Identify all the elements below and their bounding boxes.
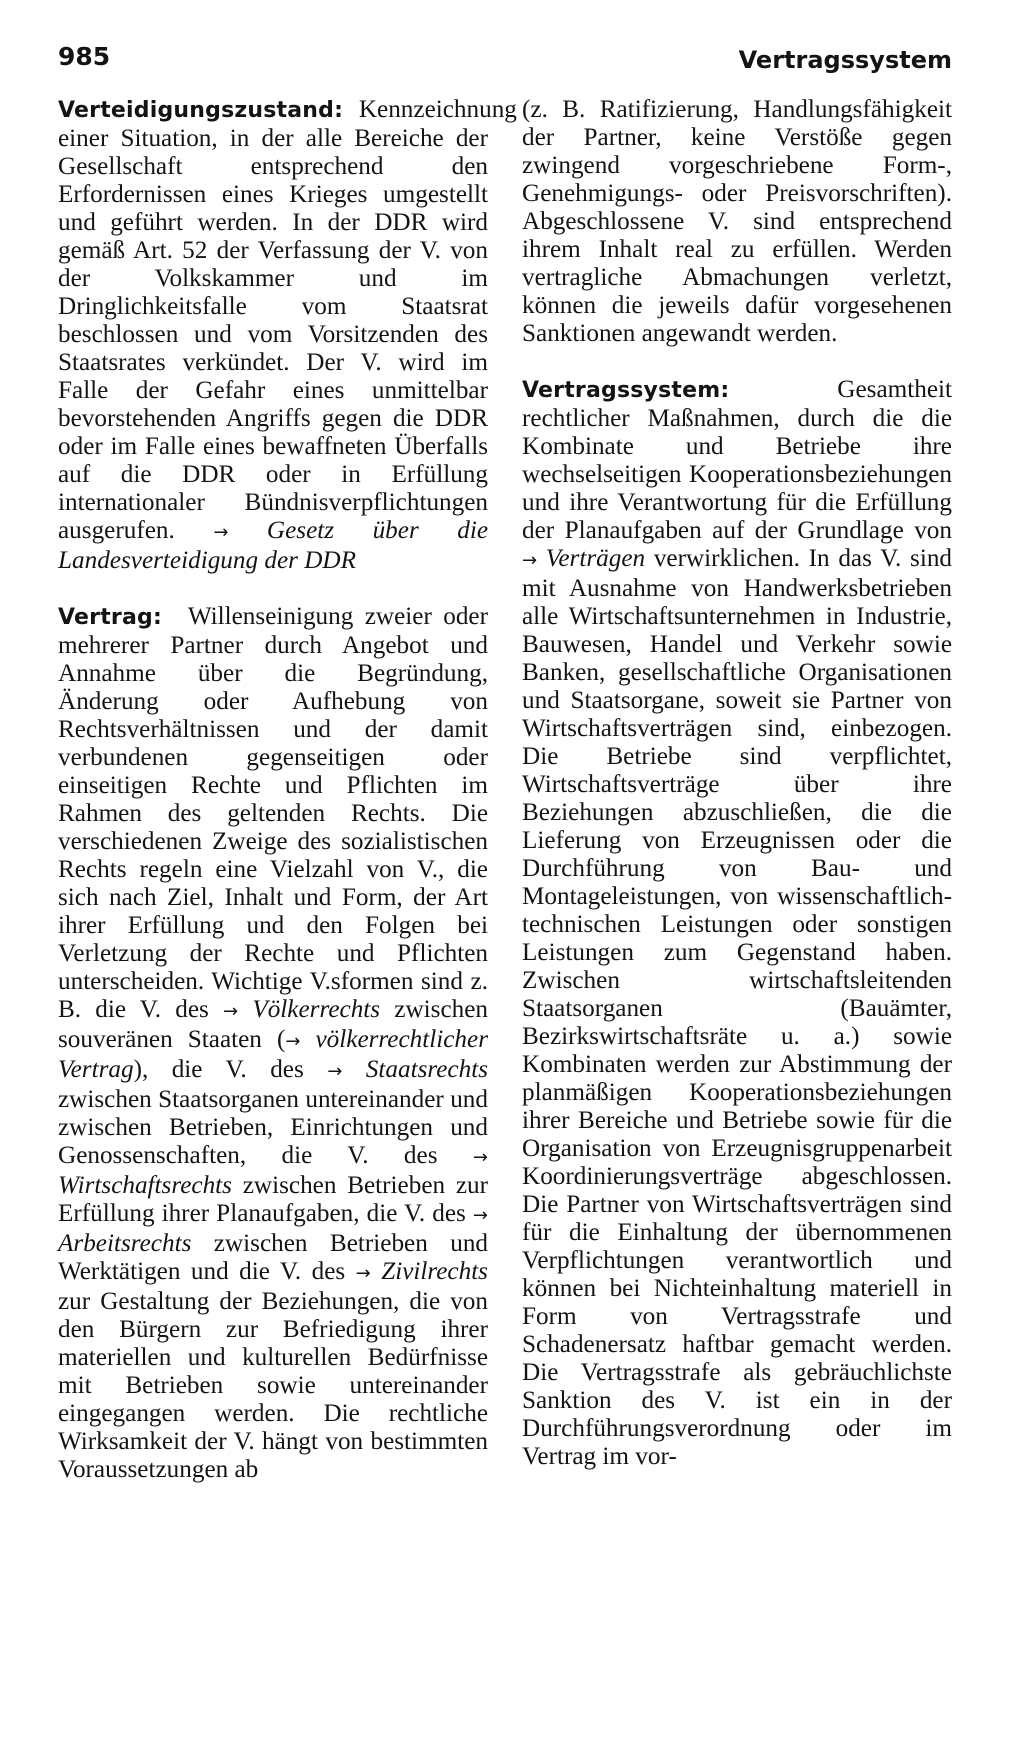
headword: Vertragssystem:	[522, 378, 730, 403]
cross-reference: Verträgen	[545, 545, 646, 572]
cross-reference-arrow-icon: →	[355, 1263, 371, 1284]
cross-reference-arrow-icon: →	[285, 1031, 301, 1052]
cross-reference: Völkerrechts	[252, 996, 381, 1023]
cross-reference: Staatsrechts	[365, 1056, 488, 1083]
cross-reference-arrow-icon: →	[213, 522, 229, 543]
entry-text: ), die V. des	[133, 1056, 304, 1083]
left-column	[58, 96, 517, 1512]
cross-reference: Wirtschaftsrechts	[58, 1172, 232, 1199]
entry-text: verwirklichen. In das V. sind mit Ausnahme von Handwerksbetrieben alle Wirtschaftsunternehmen in Industrie, Bauwesen, Handel und Verkehr sowie Banken, gesellschaftliche Organisationen und Staatsorgane, soweit sie Partner von Wirtschaftsverträgen sind, einbezogen. Die Betriebe sind verpflichtet, Wirtschaftsverträge über ihre Beziehungen abzuschließen, die die Lieferung von Erzeugnissen oder die Durchführung von Bau- und Montageleistungen, von wissenschaftlich-technischen Leistungen oder sonstigen Leistungen zum Gegenstand haben. Zwischen wirtschaftsleitenden Staatsorganen (Bauämter, Bezirkswirtschaftsräte u. a.) sowie Kombinaten werden zur Abstimmung der planmäßigen Kooperationsbeziehungen ihrer Bereiche und Betriebe sowie für die Organisation von Erzeugnisgruppenarbeit Koordinierungsverträge abgeschlossen. Die Partner von Wirtschaftsverträgen sind für die Einhaltung der übernommenen Verpflichtungen verantwortlich und können bei Nichteinhaltung materiell in Form von Vertragsstrafe und Schadenersatz haftbar gemacht werden. Die Vertragsstrafe als gebräuchlichste Sanktion des V. ist ein in der Durchführungsverordnung oder im Vertrag im vor-	[522, 545, 953, 1470]
cross-reference-arrow-icon: →	[472, 1147, 488, 1168]
cross-reference: Arbeitsrechts	[58, 1230, 192, 1257]
cross-reference-arrow-icon: →	[522, 550, 538, 571]
cross-reference: Zivilrechts	[381, 1258, 488, 1285]
entry-text: zwischen Staatsorganen untereinander und zwischen Betrieben, Einrichtungen und Genossenschaften, die V. des	[58, 1086, 488, 1169]
entry-text: zwischen Betrieben zur Erfüllung ihrer Planaufgaben, die V. des	[58, 1172, 488, 1227]
entry-text: zwischen Betrieben und Werktätigen und die V. des	[58, 1230, 489, 1285]
running-title: Vertragssystem	[738, 46, 952, 74]
headword: Verteidigungszustand:	[58, 98, 344, 123]
entry-text: Gesamtheit rechtlicher Maßnahmen, durch die die Kombinate und Betriebe ihre wechselseitigen Kooperationsbeziehungen und ihre Verantwortung für die Erfüllung der Planaufgaben auf der Grundlage von	[522, 376, 952, 544]
running-head	[58, 42, 952, 82]
cross-reference-arrow-icon: →	[327, 1061, 343, 1082]
cross-reference-arrow-icon: →	[223, 1001, 239, 1022]
entry-text: Willenseinigung zweier oder mehrerer Partner durch Angebot und Annahme über die Begründung, Änderung oder Aufhebung von Rechtsverhältnissen und der damit verbundenen gegenseitigen oder einseitigen Rechte und Pflichten im Rahmen des geltenden Rechts. Die verschiedenen Zweige des sozialistischen Rechts regeln eine Vielzahl von V., die sich nach Ziel, Inhalt und Form, der Art ihrer Erfüllung und den Folgen bei Verletzung der Rechte und Pflichten unterscheiden. Wichtige V.sformen sind z. B. die V. des	[58, 603, 488, 1023]
entry-text: (z. B. Ratifizierung, Handlungsfähigkeit der Partner, keine Verstöße gegen zwingend vorgeschriebene Form-, Genehmigungs- oder Preisvorschriften). Abgeschlossene V. sind entsprechend ihrem Inhalt real zu erfüllen. Werden vertragliche Abmachungen verletzt, können die jeweils dafür vorgesehenen Sanktionen angewandt werden.	[522, 96, 952, 347]
headword: Vertrag:	[58, 605, 162, 630]
page-number: 985	[58, 42, 111, 71]
entry-text: Kennzeichnung einer Situation, in der alle Bereiche der Gesellschaft entsprechend den Erfordernissen eines Krieges umgestellt und geführt werden. In der DDR wird gemäß Art. 52 der Verfassung der V. von der Volkskammer und im Dringlichkeitsfalle vom Staatsrat beschlossen und vom Vorsitzenden des Staatsrates verkündet. Der V. wird im Falle der Gefahr eines unmittelbar bevorstehenden Angriffs gegen die DDR oder im Falle eines bewaffneten Überfalls auf die DDR oder in Erfüllung internationaler Bündnisverpflichtungen ausgerufen.	[58, 96, 517, 544]
entry-text: zur Gestaltung der Beziehungen, die von den Bürgern zur Befriedigung ihrer materiellen und kulturellen Bedürfnisse mit Betrieben sowie untereinander eingegangen werden. Die rechtliche Wirksamkeit der V. hängt von bestimmten Voraussetzungen ab	[58, 1288, 488, 1483]
entry-continuation	[522, 96, 952, 348]
entry-text: zwischen souveränen Staaten (	[58, 996, 489, 1053]
entry-verteidigungszustand	[58, 96, 517, 575]
cross-reference-arrow-icon: →	[472, 1205, 489, 1226]
right-column	[522, 96, 952, 1499]
cross-reference: völkerrechtlicher Vertrag	[58, 1026, 488, 1083]
entry-vertrag	[58, 603, 488, 1484]
cross-reference: Gesetz über die Landesverteidigung der DDR	[58, 517, 489, 574]
entry-vertragssystem	[522, 376, 952, 1471]
